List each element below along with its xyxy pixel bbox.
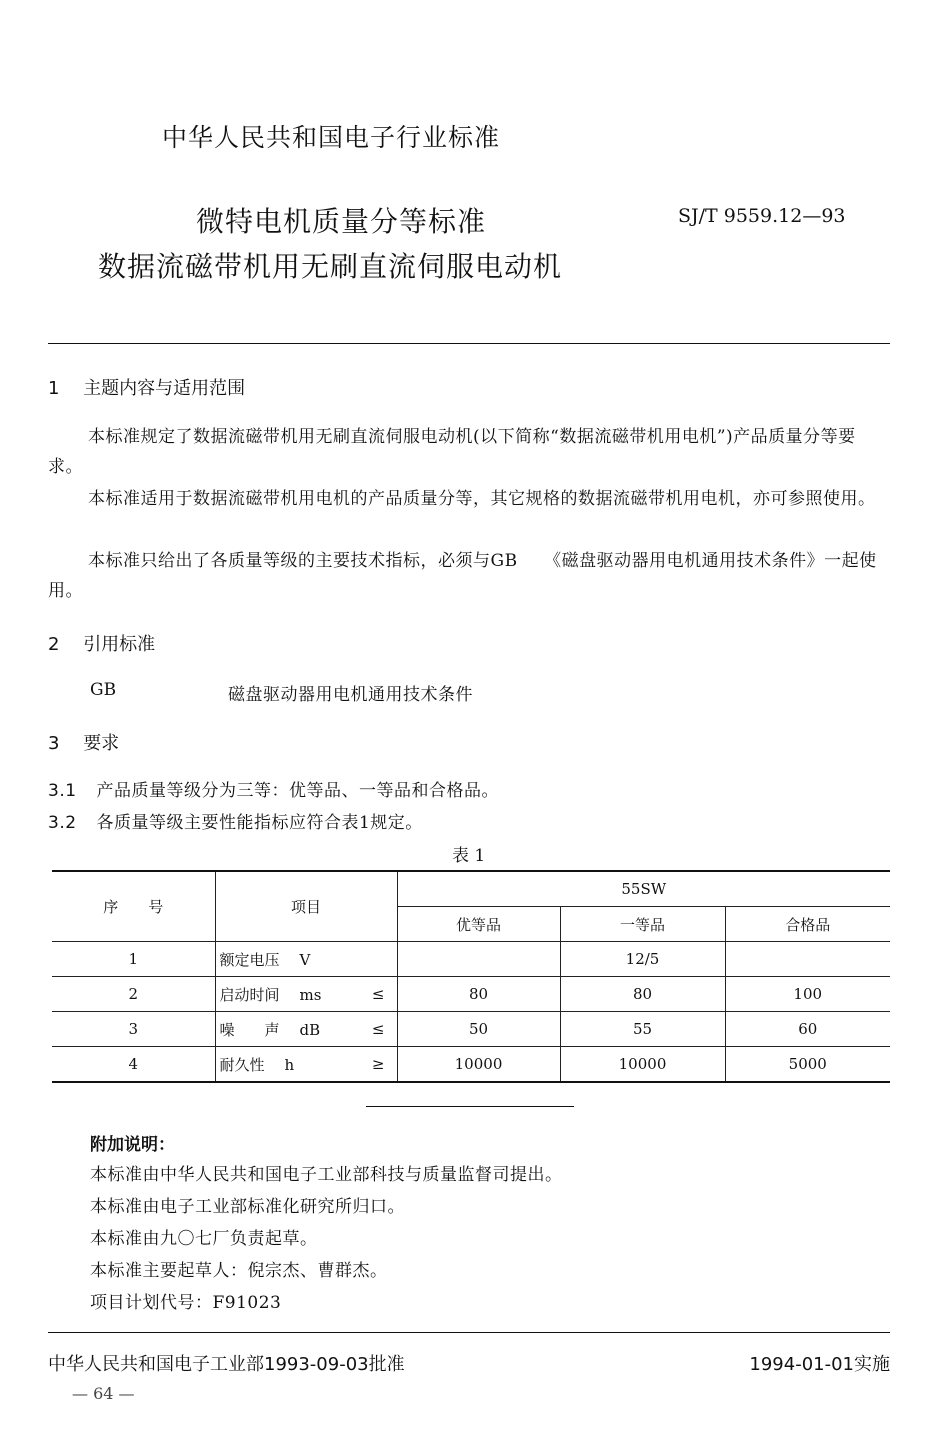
table-row bbox=[52, 942, 890, 977]
clause-text: 各质量等级主要性能指标应符合表1规定。 bbox=[96, 813, 423, 833]
value-cell: 50 bbox=[397, 1012, 560, 1047]
item-name: 启动时间 bbox=[219, 985, 280, 1004]
item-unit: h bbox=[284, 1055, 295, 1074]
clause-number: 3.2 bbox=[48, 813, 77, 833]
notes-divider bbox=[366, 1106, 574, 1107]
value-cell: 12/5 bbox=[560, 942, 725, 977]
section-number: 1 bbox=[48, 378, 60, 399]
comparison-symbol: ≤ bbox=[371, 1020, 385, 1038]
clause-3-1 bbox=[48, 776, 499, 801]
value-cell bbox=[725, 942, 890, 977]
approval-line: 中华人民共和国电子工业部1993-09-03批准 bbox=[48, 1354, 405, 1375]
paragraph-applicability: 本标准适用于数据流磁带机用电机的产品质量分等，其它规格的数据流磁带机用电机，亦可参照使用。 bbox=[88, 489, 876, 509]
section-title: 主题内容与适用范围 bbox=[83, 378, 246, 399]
value-cell: 55 bbox=[560, 1012, 725, 1047]
page-number: — 64 — bbox=[72, 1384, 135, 1403]
clause-text: 产品质量等级分为三等：优等品、一等品和合格品。 bbox=[96, 781, 499, 801]
section-title: 引用标准 bbox=[83, 634, 156, 655]
table-row bbox=[52, 1047, 890, 1083]
document-title-line1: 微特电机质量分等标准 bbox=[196, 205, 487, 238]
value-cell: 80 bbox=[397, 977, 560, 1012]
value-cell: 60 bbox=[725, 1012, 890, 1047]
paragraph-scope: 本标准规定了数据流磁带机用无刷直流伺服电动机(以下简称“数据流磁带机用电机”)产品质量分等要求。 bbox=[48, 427, 856, 477]
value-cell: 100 bbox=[725, 977, 890, 1012]
header-item: 项目 bbox=[215, 871, 397, 942]
comparison-symbol: ≤ bbox=[371, 985, 385, 1003]
comparison-symbol: ≥ bbox=[371, 1055, 385, 1073]
header-grade-premium: 优等品 bbox=[397, 907, 560, 942]
section-3-heading bbox=[48, 729, 119, 755]
row-item bbox=[215, 1012, 397, 1047]
paragraph-usage: 本标准只给出了各质量等级的主要技术指标，必须与GB 《磁盘驱动器用电机通用技术条件》一起使用。 bbox=[48, 551, 877, 601]
item-unit: ms bbox=[299, 985, 322, 1004]
row-item bbox=[215, 977, 397, 1012]
row-seq: 3 bbox=[52, 1012, 215, 1047]
notes-heading: 附加说明： bbox=[90, 1135, 175, 1155]
section-1-heading bbox=[48, 374, 245, 400]
note-line: 本标准由中华人民共和国电子工业部科技与质量监督司提出。 bbox=[90, 1165, 563, 1185]
item-name: 额定电压 bbox=[219, 950, 280, 969]
clause-number: 3.1 bbox=[48, 781, 77, 801]
table-row bbox=[52, 977, 890, 1012]
note-line: 本标准主要起草人：倪宗杰、曹群杰。 bbox=[90, 1261, 388, 1281]
note-line: 本标准由电子工业部标准化研究所归口。 bbox=[90, 1197, 405, 1217]
header-sequence: 序 号 bbox=[52, 871, 215, 942]
row-seq: 1 bbox=[52, 942, 215, 977]
value-cell: 10000 bbox=[560, 1047, 725, 1083]
row-seq: 2 bbox=[52, 977, 215, 1012]
row-item bbox=[215, 942, 397, 977]
item-name: 噪 声 bbox=[219, 1020, 280, 1039]
footer-divider bbox=[48, 1332, 890, 1333]
value-cell: 80 bbox=[560, 977, 725, 1012]
table-caption: 表 1 bbox=[452, 846, 486, 866]
note-line: 项目计划代号：F91023 bbox=[90, 1293, 282, 1313]
value-cell: 10000 bbox=[397, 1047, 560, 1083]
row-seq: 4 bbox=[52, 1047, 215, 1083]
value-cell: 5000 bbox=[725, 1047, 890, 1083]
reference-code: GB bbox=[90, 680, 117, 700]
item-unit: V bbox=[299, 950, 311, 969]
row-item bbox=[215, 1047, 397, 1083]
section-title: 要求 bbox=[83, 733, 120, 754]
header-grade-first: 一等品 bbox=[560, 907, 725, 942]
value-cell bbox=[397, 942, 560, 977]
effective-date: 1994-01-01实施 bbox=[749, 1354, 890, 1375]
header-grade-qualified: 合格品 bbox=[725, 907, 890, 942]
document-title-line2: 数据流磁带机用无刷直流伺服电动机 bbox=[98, 250, 563, 283]
header-divider bbox=[48, 343, 890, 344]
grade-table bbox=[52, 870, 890, 1083]
section-number: 2 bbox=[48, 634, 60, 655]
note-line: 本标准由九〇七厂负责起草。 bbox=[90, 1229, 318, 1249]
reference-title: 磁盘驱动器用电机通用技术条件 bbox=[228, 685, 473, 705]
section-number: 3 bbox=[48, 733, 60, 754]
standard-number: SJ/T 9559.12—93 bbox=[678, 205, 846, 227]
header-model: 55SW bbox=[397, 871, 890, 907]
clause-3-2 bbox=[48, 808, 423, 833]
table-row bbox=[52, 1012, 890, 1047]
industry-standard-title: 中华人民共和国电子行业标准 bbox=[162, 123, 501, 152]
item-unit: dB bbox=[299, 1020, 321, 1039]
item-name: 耐久性 bbox=[219, 1055, 265, 1074]
section-2-heading bbox=[48, 630, 155, 656]
